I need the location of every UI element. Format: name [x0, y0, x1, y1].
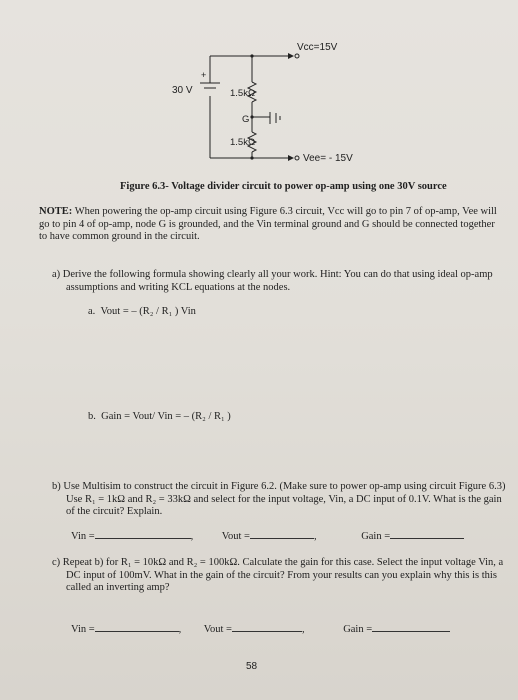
vin-b-field[interactable]	[95, 528, 191, 539]
formula-b	[88, 411, 231, 424]
vin-c-label: Vin =	[71, 624, 95, 635]
r2-label: 1.5kΩ	[230, 137, 256, 148]
formula-b-label: b.	[88, 411, 96, 422]
question-a-label: a)	[52, 269, 61, 280]
plus-sign: +	[201, 70, 207, 80]
question-b	[52, 481, 512, 519]
page-number: 58	[246, 661, 258, 672]
gain-b-field[interactable]	[390, 528, 464, 539]
question-b-answers: Vin = , Vout = , Gain =	[71, 528, 464, 544]
question-c-text: Repeat b) for R₁ = 10kΩ and R₂ = 100kΩ. Calculate the gain for this case. Select the input voltage Vin, a DC input of 100mV. What in the gain of the circuit? From your results can you explain why this is this called an inverting amp?	[62, 557, 504, 593]
formula-a-label: a.	[88, 306, 96, 317]
r1-label: 1.5kΩ	[230, 88, 256, 99]
vout-b-field[interactable]	[250, 528, 314, 539]
vcc-label: Vcc=15V	[297, 42, 338, 53]
vin-c-field[interactable]	[95, 621, 179, 632]
gain-c-label: Gain =	[343, 624, 373, 635]
question-c-answers: Vin = , Vout = , Gain =	[71, 621, 450, 637]
question-a	[52, 269, 506, 294]
vout-c-label: Vout =	[203, 624, 232, 635]
figure-caption: Figure 6.3- Voltage divider circuit to power op-amp using one 30V source	[120, 181, 447, 192]
formula-a	[88, 306, 196, 319]
node-g-label: G	[242, 114, 250, 125]
note-paragraph	[39, 206, 499, 244]
question-b-text: Use Multisim to construct the circuit in Figure 6.2. (Make sure to power op-amp using circuit Figure 6.3) Use R₁ = 1kΩ and R₂ = 33kΩ and select for the input voltage, Vin, a DC input of 0.1V. What is the gain of the circuit? Explain.	[63, 481, 506, 517]
note-body: When powering the op-amp circuit using Figure 6.3 circuit, Vcc will go to pin 7 of op-amp, Vee will go to pin 4 of op-amp, node G is grounded, and the Vin terminal ground and G should be connected together to have common ground in the circuit.	[39, 206, 497, 242]
vee-label: Vee= - 15V	[303, 153, 353, 164]
note-title: NOTE:	[39, 206, 73, 217]
formula-a-text: Vout = – (R₂ / R₁ ) Vin	[100, 306, 196, 317]
formula-b-text: Gain = Vout/ Vin = – (R₂ / R₁ )	[101, 411, 231, 422]
vout-c-field[interactable]	[232, 621, 302, 632]
question-c-label: c)	[52, 557, 61, 568]
vin-b-label: Vin =	[71, 531, 95, 542]
source-voltage-label: 30 V	[172, 85, 193, 96]
question-c	[52, 557, 512, 595]
vout-b-label: Vout =	[221, 531, 250, 542]
question-a-text: Derive the following formula showing clearly all your work. Hint: You can do that using ideal op-amp assumptions and writing KCL equations at the nodes.	[62, 269, 493, 293]
voltage-divider-circuit	[0, 0, 518, 175]
gain-b-label: Gain =	[361, 531, 391, 542]
gain-c-field[interactable]	[372, 621, 450, 632]
question-b-label: b)	[52, 481, 61, 492]
